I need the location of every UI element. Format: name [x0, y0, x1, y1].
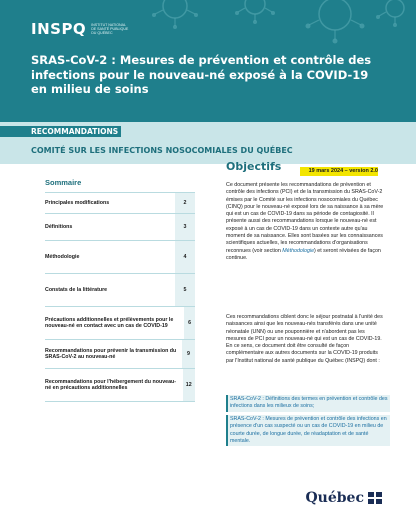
cover-header [0, 0, 416, 122]
toc-title: Sommaire [45, 178, 82, 187]
table-of-contents [45, 192, 195, 402]
methodologie-link[interactable]: Méthodologie [282, 247, 315, 254]
toc-item-recommandations-hebergement[interactable]: Recommandations pour l'hébergement du nouveau-né en précautions additionnelles 12 [45, 368, 195, 402]
quebec-wordmark: Québec [305, 490, 364, 506]
toc-page-number: 12 [183, 369, 196, 401]
quebec-logo [305, 490, 382, 506]
related-document-link-definitions[interactable]: SRAS-CoV-2 : Définitions des termes en prévention et contrôle des infections dans les milieux de soins; [226, 395, 390, 412]
objectives-title: Objectifs [226, 160, 282, 173]
document-title: SRAS-CoV-2 : Mesures de prévention et contrôle des infections pour le nouveau-né exposé à la COVID-19 en milieu de soins [31, 53, 372, 96]
toc-page-number: 3 [175, 214, 195, 240]
toc-page-number: 4 [175, 241, 195, 273]
publication-date: 19 mars 2024 – version 2.0 [308, 168, 378, 174]
inspq-logo [31, 20, 131, 38]
logo-subtitle: INSTITUT NATIONAL DE SANTÉ PUBLIQUE DU QUÉBEC [91, 23, 129, 35]
toc-item-definitions[interactable]: Définitions 3 [45, 213, 195, 240]
objectives-paragraph-2: Ces recommandations ciblent donc le séjour postnatal à l'unité des naissances ainsi que les nouveau-nés transférés dans une unité néonatale (UNN) ou une pouponnière et n'abordent pas les mesures de PCI pour un nouveau-né qui est un cas de COVID-19. En ce sens, ce document doit être consulté de façon complémentaire aux autres documents sur la COVID-19 produits par l'Institut national de santé publique du Québec (INSPQ) dont : [226, 314, 383, 364]
related-document-link-mesures[interactable]: SRAS-CoV-2 : Mesures de prévention et contrôle des infections en présence d'un cas suspecté ou un cas de COVID-19 en milieu de courte durée, de longue durée, de réadaptation et de santé mentale. [226, 415, 390, 446]
toc-page-number: 2 [175, 193, 195, 213]
toc-page-number: 5 [175, 274, 195, 306]
logo-wordmark: INSPQ [31, 20, 87, 38]
toc-item-methodologie[interactable]: Méthodologie 4 [45, 240, 195, 273]
fleur-de-lys-flag-icon [368, 492, 382, 504]
document-type-label: RECOMMANDATIONS [31, 126, 121, 137]
toc-item-principales-modifications[interactable]: Principales modifications 2 [45, 192, 195, 213]
committee-name: COMITÉ SUR LES INFECTIONS NOSOCOMIALES DU QUÉBEC [31, 146, 293, 155]
toc-item-precautions[interactable]: Précautions additionnelles et prélèvements pour le nouveau-né en contact avec un cas de COVID-19 6 [45, 306, 195, 339]
toc-item-recommandations-transmission[interactable]: Recommandations pour prévenir la transmission du SRAS-CoV-2 au nouveau-né 9 [45, 339, 195, 368]
toc-page-number: 6 [184, 307, 195, 339]
toc-item-constats[interactable]: Constats de la littérature 5 [45, 273, 195, 306]
toc-page-number: 9 [182, 340, 195, 368]
objectives-paragraph-1: Ce document présente les recommandations de prévention et contrôle des infections (PCI) et de la transmission du SRAS-CoV-2 émises par le Comité sur les infections nosocomiales du Québec (CINQ) pour le nouveau-né exposé lors de sa naissance à sa mère qui est un cas de COVID-19 dans sa période de contagiosité. Il présente aussi des recommandations lorsque le nouveau-né est exposé à un cas de COVID-19 dans un contexte autre qu'au moment de sa naissance. Elles sont basées sur les connaissances scientifiques actuelles, les recommandations d'organisations reconnues (voir section Méthodologie) et seront révisées de façon continue. [226, 182, 384, 261]
